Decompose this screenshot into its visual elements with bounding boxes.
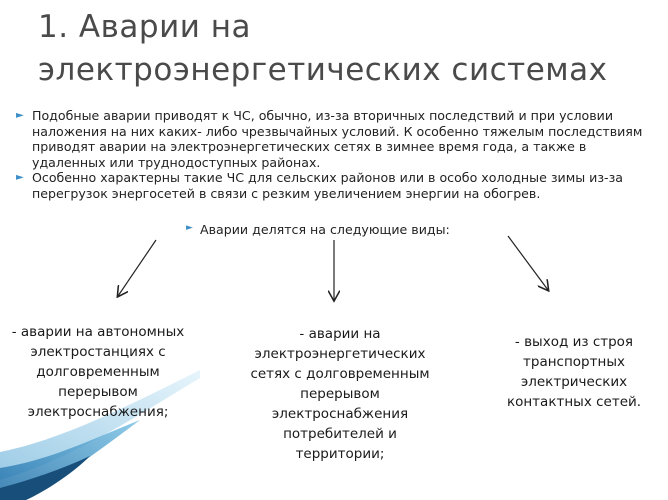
category-box-transport: - выход из строя транспортных электрических контактных сетей. <box>506 334 642 410</box>
bullet-arrow-icon: ► <box>186 223 193 233</box>
slide-title: 1. Аварии на электроэнергетических системах <box>38 9 608 88</box>
bullet-arrow-icon: ► <box>16 172 24 184</box>
category-box-autonomous: - аварии на автономных электростанциях с долговременным перерывом электроснабжения; <box>11 324 185 420</box>
bullet-text: Подобные аварии приводят к ЧС, обычно, из-за вторичных последствий и при условии наложения на них каких- либо чрезвычайных условий. К особенно тяжелым последствиям приводят аварии на электроэнергетических сетях в зимнее время года, а также в удаленных или труднодоступных районах. <box>32 108 643 170</box>
bullet-text: Особенно характерны такие ЧС для сельских районов или в особо холодные зимы из-за перегрузок энергосетей в связи с резким увеличением энергии на обогрев. <box>32 170 623 201</box>
sub-bullet-text: Аварии делятся на следующие виды: <box>200 222 450 237</box>
category-box-networks: - аварии на электроэнергетических сетях с долговременным перерывом электроснабжения потребителей и территории; <box>250 326 430 462</box>
arrow-left <box>118 240 156 296</box>
bullet-arrow-icon: ► <box>16 110 24 121</box>
arrow-right <box>508 236 548 290</box>
